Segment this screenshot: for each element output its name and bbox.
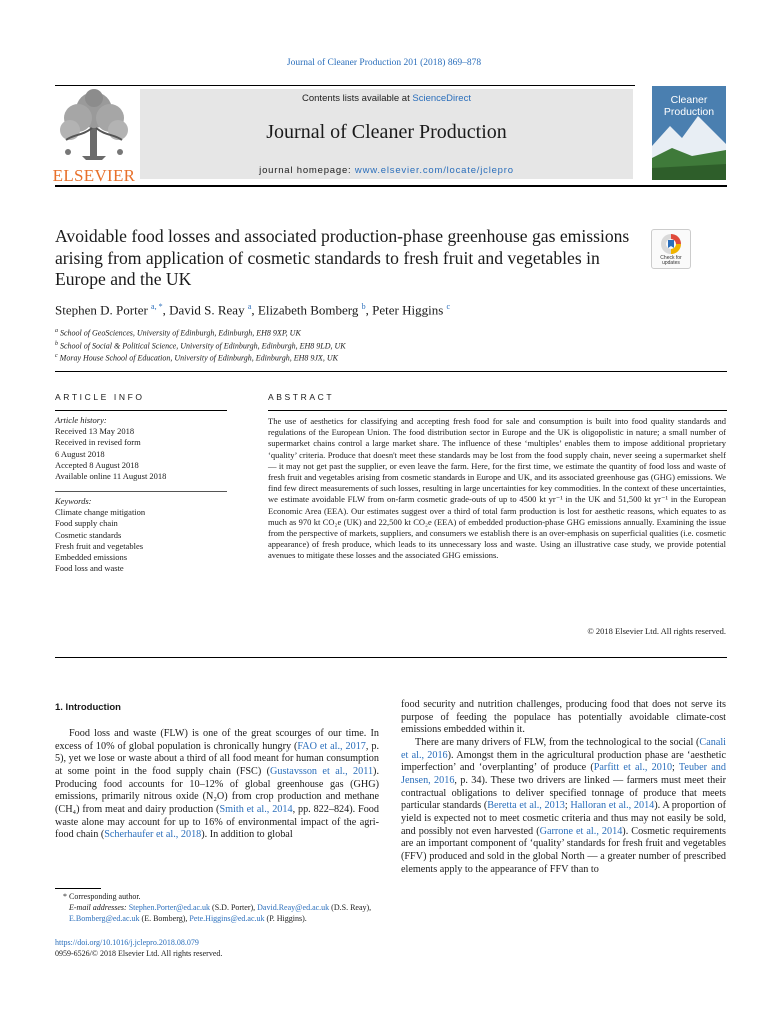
homepage-prefix: journal homepage: <box>259 165 355 176</box>
sciencedirect-link[interactable]: ScienceDirect <box>412 93 471 104</box>
affiliation-text: Moray House School of Education, University of Edinburgh, Edinburgh, EH8 9JX, UK <box>59 353 338 363</box>
journal-title: Journal of Cleaner Production <box>266 121 507 143</box>
email-owner: (E. Bomberg), <box>139 913 190 923</box>
citation-link[interactable]: Smith et al., 2014 <box>219 803 293 815</box>
citation-link[interactable]: Parfitt et al., 2010 <box>593 762 673 774</box>
article-history <box>55 415 230 482</box>
keywords-label: Keywords: <box>55 496 92 506</box>
author-list: Stephen D. Porter $^{a, *}$, David S. Reay $^a$, Elizabeth Bomberg $^b$, Peter Higgins $^c$ <box>55 302 451 318</box>
author-name: Stephen D. Porter <box>55 302 148 318</box>
citation-link[interactable]: Scherhaufer et al., 2018 <box>104 829 202 841</box>
history-item: Received 13 May 2018 <box>55 426 135 437</box>
elsevier-tree-icon <box>52 88 136 164</box>
author-affiliation-mark[interactable]: c <box>446 302 451 311</box>
citation-link[interactable]: Teuber and Jensen, 2016 <box>401 762 726 786</box>
journal-cover[interactable] <box>652 86 726 180</box>
affiliation-mark: a <box>55 328 58 334</box>
abstract-rule <box>268 410 727 411</box>
doi-link[interactable]: https://doi.org/10.1016/j.jclepro.2018.08.079 <box>55 938 199 947</box>
affiliation <box>55 326 655 339</box>
citation-link[interactable]: Garrone et al., 2014 <box>539 825 623 837</box>
banner-rule <box>55 185 727 187</box>
affiliation-text: School of GeoSciences, University of Edinburgh, Edinburgh, EH8 9XP, UK <box>60 328 301 338</box>
contents-prefix: Contents lists available at <box>302 93 413 104</box>
paragraph-text: ; <box>672 762 679 774</box>
issn-line: 0959-6526/© 2018 Elsevier Ltd. All rights reserved. <box>55 948 223 958</box>
abstract-copyright: © 2018 Elsevier Ltd. All rights reserved. <box>587 626 726 636</box>
article-info-heading: ARTICLE INFO <box>55 392 145 402</box>
corresponding-author-note: * Corresponding author. <box>63 892 141 901</box>
email-owner: (P. Higgins). <box>264 913 307 923</box>
check-for-updates-button[interactable] <box>651 229 691 269</box>
doi-block <box>55 938 385 960</box>
paragraph-text: , p. 5), yet we lose or waste about a third of all food meant for human consumption at some point in the food supply chain (FSC) ( <box>55 740 380 777</box>
keywords-rule <box>55 491 227 492</box>
paragraph-text: ). Producing food accounts for 10–12% of global greenhouse gas (GHG) emissions, primarily nitrous oxide (N₂O) from crop production and methane (CH₄) from meat and dairy production ( <box>55 765 379 815</box>
paragraph-text: ). Amongst them in the agricultural production phase are ‘aesthetic imperfection’ and ‘overplanting’ of produce ( <box>401 749 726 774</box>
email-link[interactable]: E.Bomberg@ed.ac.uk <box>69 913 140 923</box>
keyword: Food loss and waste <box>55 563 124 574</box>
homepage-line <box>140 165 633 176</box>
author-name: Elizabeth Bomberg <box>257 302 359 318</box>
author-affiliation-mark[interactable]: a, * <box>151 302 163 311</box>
paragraph-text: , pp. 822–824). Food waste alone may account for up to 16% of environmental impact of the agri-food chain ( <box>55 803 379 841</box>
keyword: Food supply chain <box>55 518 118 529</box>
history-label: Article history: <box>55 415 107 425</box>
contents-line <box>140 93 633 104</box>
affiliation-mark: c <box>55 353 58 360</box>
affiliation <box>55 339 655 352</box>
affiliation-rule <box>55 371 727 372</box>
cover-title: Cleaner Production <box>663 94 715 118</box>
email-addresses <box>55 903 381 925</box>
email-label: E-mail addresses: <box>69 902 129 912</box>
author-name: Peter Higgins <box>372 302 444 318</box>
paragraph-text: ). Cosmetic requirements are an important component of ‘quality’ standards for fresh fruit and vegetables (FFV) produced and sold in the global North — a greater number of prescribed elements apply to the appearance of FFV than to <box>401 825 726 875</box>
check-for-updates-label: Check for updates <box>660 255 682 266</box>
email-owner: (D.S. Reay), <box>329 902 372 912</box>
keyword-list <box>55 496 230 574</box>
keyword: Fresh fruit and vegetables <box>55 540 144 551</box>
citation-link[interactable]: Canali et al., 2016 <box>401 736 726 761</box>
paragraph <box>55 728 379 842</box>
paragraph <box>401 737 726 876</box>
author-affiliation-mark[interactable]: b <box>361 302 366 311</box>
email-link[interactable]: David.Reay@ed.ac.uk <box>257 902 330 912</box>
abstract-text: The use of aesthetics for classifying and accepting fresh food for sale and consumption is built into food quality standards and regulations of the European Union. The food distribution sector in Europe and the UK is oligopolistic in nature; a small number of supermarket chains control a large market share. The influence of these ‘multiples’ enables them to impose additional proprietary ‘quality’ criteria. Produce that doesn't meet these standards may be lost from the food supply chain, never seeing a supermarket shelf — it may not get past the supplier, or even leave the farm. Here, for the first time, we estimate the quantity of food loss and waste of fresh fruit and vegetables arising from cosmetic standards in Europe and UK, and its associated greenhouse gas (GHG) emissions. We find few direct measurements of such losses, resulting in large uncertainties for key commodities. In the context of these uncertainties, we estimate avoidable FLW from on-farm cosmetic grade-outs of up to 4500 kt yr⁻¹ in the UK and 51,500 kt yr⁻¹ in the European Economic Area (EEA). Our estimates suggest over a third of total farm production is lost for aesthetic reasons, which equates to as much as 970 kt CO₂e (UK) and 22,500 kt CO₂e (EEA) of embedded production-phase GHG emissions annually. Examining the issue from the perspective of markets, suppliers, and consumers we establish there is an over-emphasis on superficial qualities (i.e. cosmetic appearance) of fresh produce, which leads to its unnecessary loss and waste. Using an illustrative case study, we provide potential avenues to mitigate these losses and the associated GHG emissions. <box>268 416 726 561</box>
history-item: 6 August 2018 <box>55 448 105 459</box>
article-info-rule <box>55 410 227 411</box>
author-name: David S. Reay <box>169 302 245 318</box>
abstract-heading: ABSTRACT <box>268 392 335 402</box>
email-link[interactable]: Pete.Higgins@ed.ac.uk <box>189 913 265 923</box>
keyword: Embedded emissions <box>55 552 128 563</box>
affiliation <box>55 351 655 364</box>
affiliation-mark: b <box>55 340 58 347</box>
history-item: Available online 11 August 2018 <box>55 471 167 482</box>
email-link[interactable]: Stephen.Porter@ed.ac.uk <box>128 902 211 912</box>
citation-link[interactable]: FAO et al., 2017 <box>297 740 366 752</box>
author-affiliation-mark[interactable]: a <box>247 302 252 311</box>
affiliation-list <box>55 326 655 364</box>
keyword: Cosmetic standards <box>55 529 122 540</box>
footnote <box>55 892 381 924</box>
journal-reference[interactable]: Journal of Cleaner Production 201 (2018) 869–878 <box>286 58 482 68</box>
paragraph-text: Food loss and waste (FLW) is one of the great scourges of our time. In excess of 10% of global population is chronically hungry ( <box>55 728 379 752</box>
citation-link[interactable]: Beretta et al., 2013 <box>487 800 565 812</box>
affiliation-text: School of Social & Political Science, University of Edinburgh, Edinburgh, EH8 9LD, UK <box>60 341 346 351</box>
citation-link[interactable]: Gustavsson et al., 2011 <box>270 765 374 777</box>
article-title: Avoidable food losses and associated production-phase greenhouse gas emissions arising from application of cosmetic standards to fresh fruit and vegetables in Europe and the UK <box>55 226 630 289</box>
citation-link[interactable]: Halloran et al., 2014 <box>570 800 655 812</box>
top-rule <box>55 85 635 86</box>
body-column-right <box>401 699 726 876</box>
paragraph-text: ). In addition to global <box>201 829 293 841</box>
footnote-rule <box>55 888 101 889</box>
paragraph: food security and nutrition challenges, producing food that does not serve its purpose of feeding the populace has potentially avoidable climate-cost emissions embedded within it. <box>401 699 726 736</box>
elsevier-wordmark: ELSEVIER <box>52 166 136 185</box>
history-item: Received in revised form <box>55 437 141 448</box>
paragraph-text: ; <box>564 800 571 812</box>
abstract-bottom-rule <box>55 657 727 658</box>
body-column-left <box>55 728 379 842</box>
paragraph-text: ). A proportion of yield is expected not to meet cosmetic criteria and thus may not easily be sold, and possibly not even harvested ( <box>401 800 726 837</box>
section-heading-introduction: 1. Introduction <box>55 702 121 713</box>
elsevier-logo[interactable] <box>52 88 136 184</box>
journal-banner <box>140 89 633 179</box>
history-item: Accepted 8 August 2018 <box>55 459 139 470</box>
email-owner: (S.D. Porter), <box>210 902 258 912</box>
homepage-link[interactable]: www.elsevier.com/locate/jclepro <box>354 165 514 176</box>
keyword: Climate change mitigation <box>55 507 146 518</box>
paragraph-text: There are many drivers of FLW, from the technological to the social ( <box>415 736 700 748</box>
paragraph-text: , p. 34). These two drivers are linked — farmers must meet their contractual obligations to deliver specified tonnage of produce that meets particular standards ( <box>401 774 726 812</box>
